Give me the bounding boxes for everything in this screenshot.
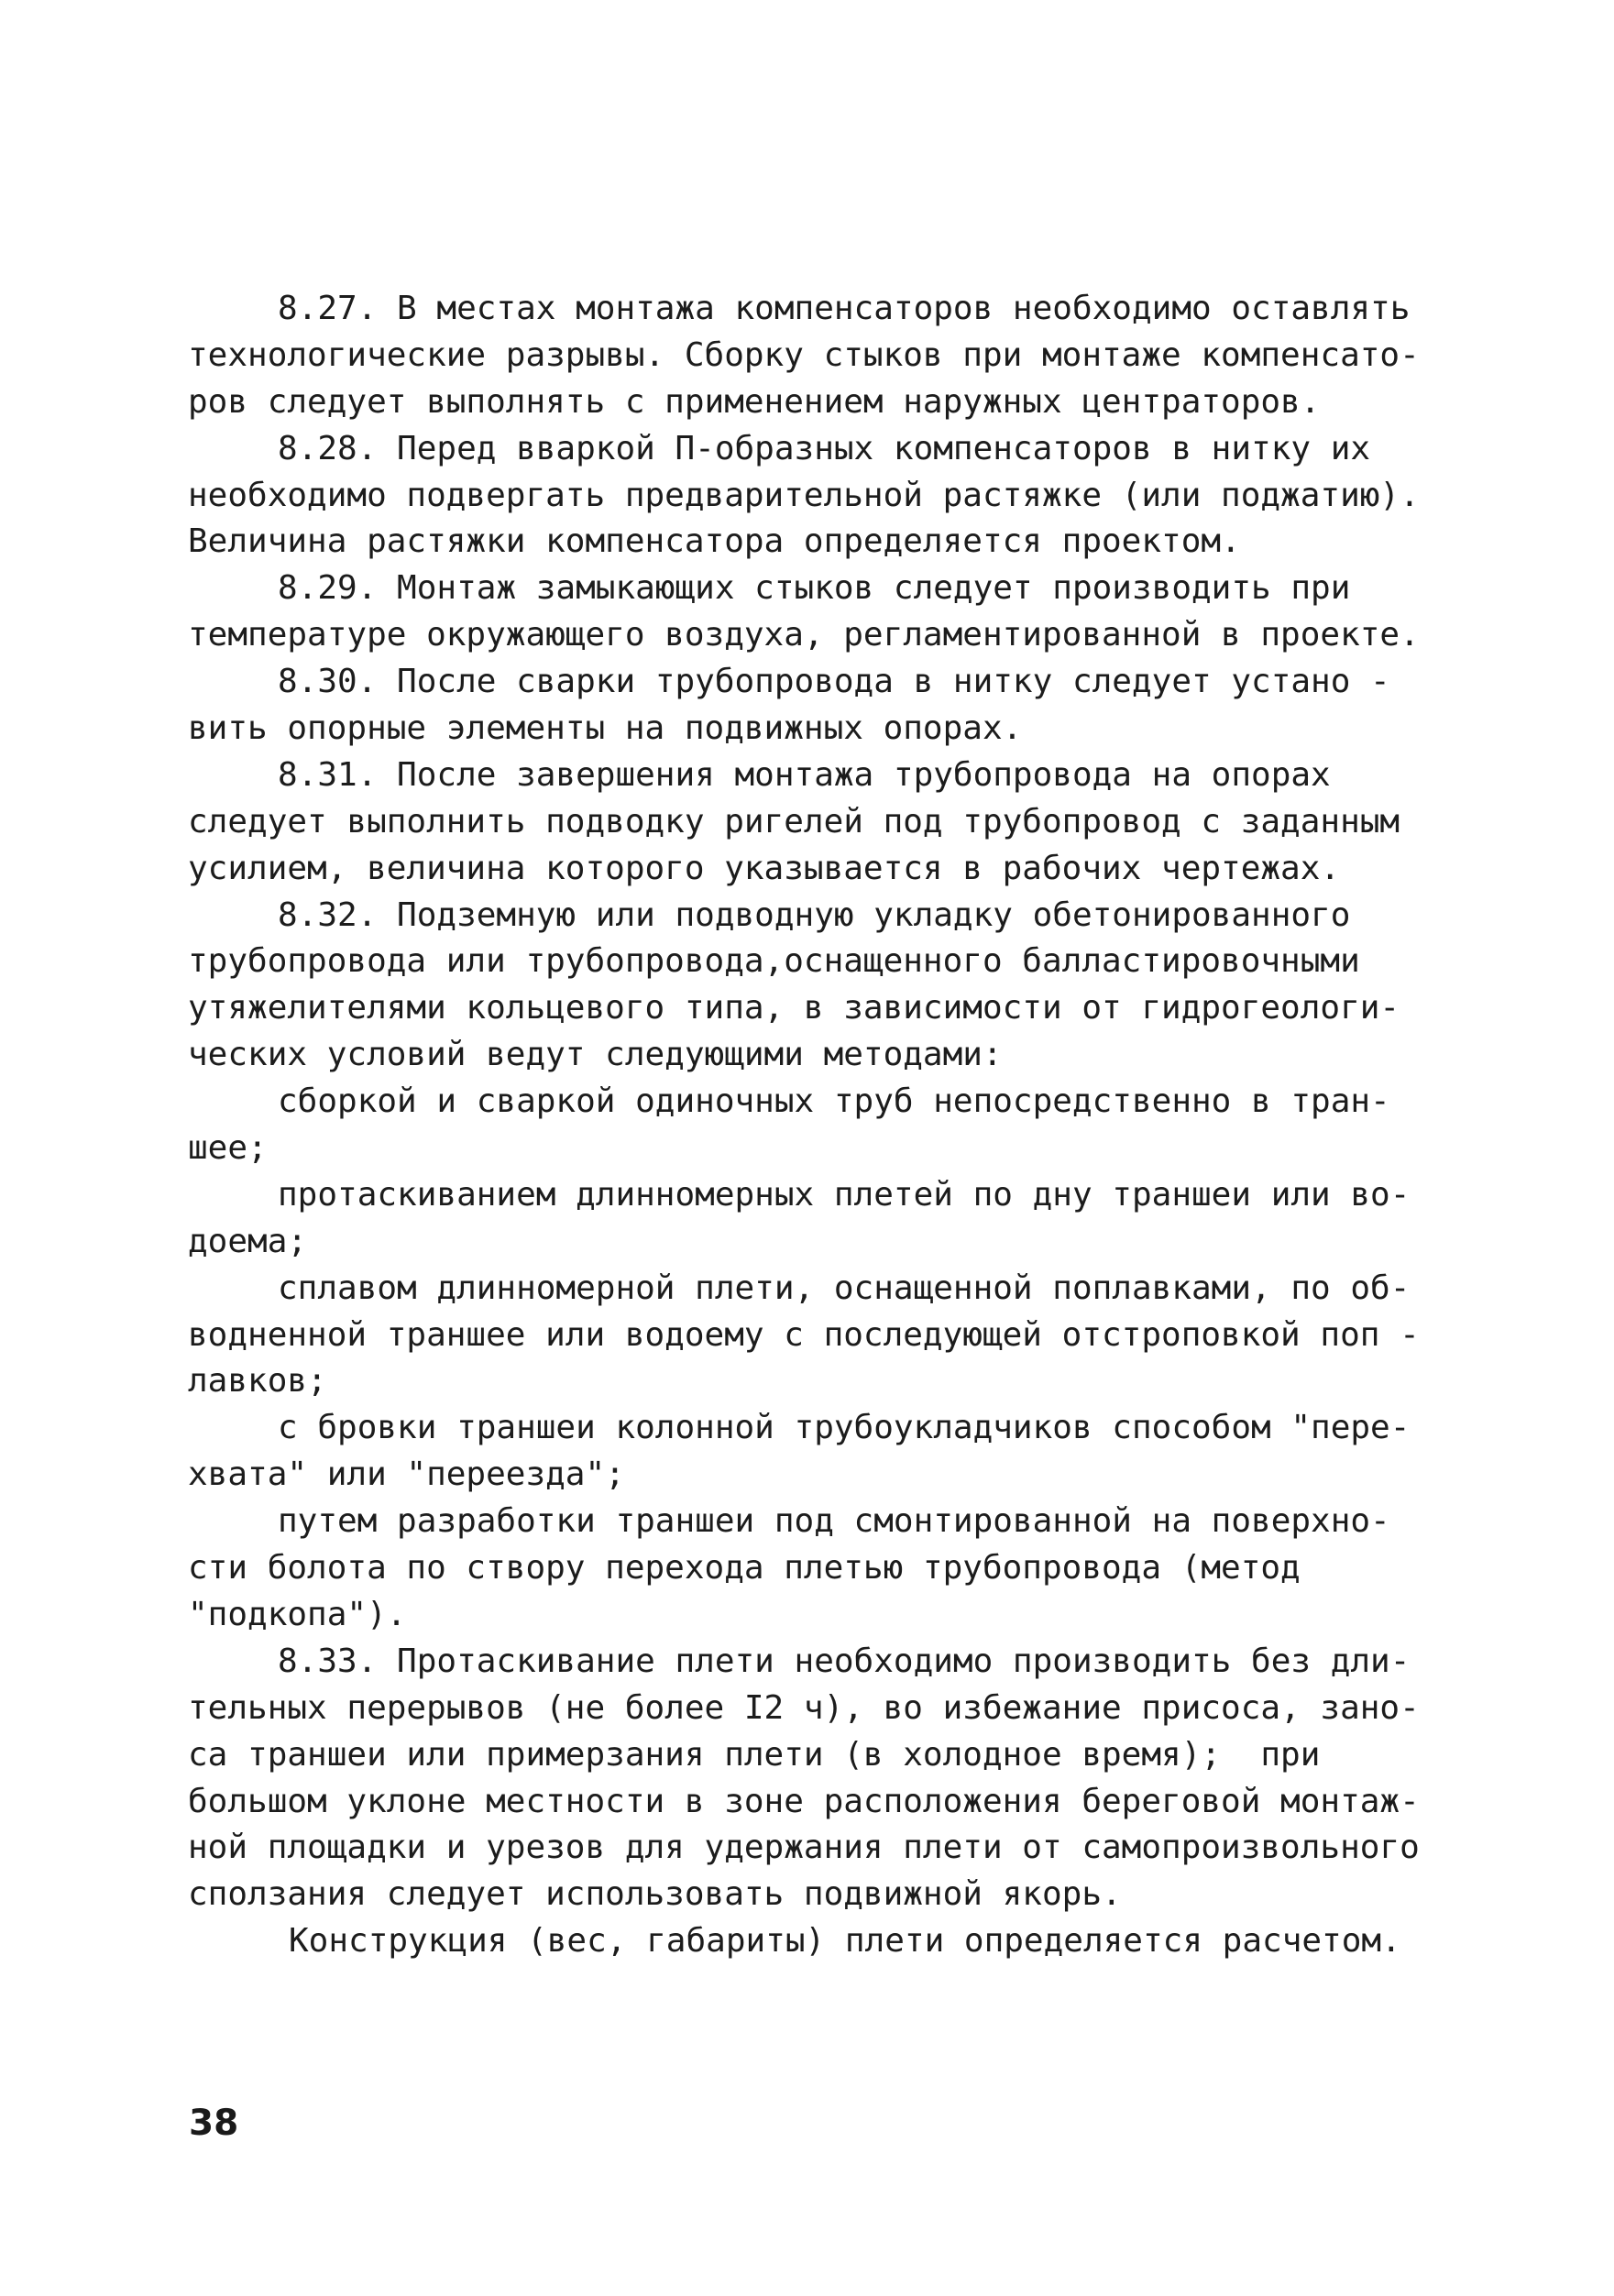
paragraph-8-27-line: 8.27. В местах монтажа компенсаторов необходимо оставлять bbox=[278, 290, 1411, 327]
method-list-line: водненной траншее или водоему с последующей отстроповкой поп - bbox=[188, 1315, 1420, 1354]
paragraph-8-33-line: сползания следует использовать подвижной якорь. bbox=[188, 1875, 1122, 1914]
method-list-line: хвата" или "переезда"; bbox=[188, 1456, 625, 1494]
paragraph-8-33-line: са траншеи или примерзания плети (в холодное время); при bbox=[188, 1735, 1321, 1774]
paragraph-8-32-line: утяжелителями кольцевого типа, в зависимости от гидрогеологи- bbox=[188, 989, 1400, 1027]
method-list-line: протаскиванием длинномерных плетей по дну траншеи или во- bbox=[278, 1175, 1411, 1214]
paragraph-8-31-line: следует выполнить подводку ригелей под трубопровод с заданным bbox=[188, 802, 1400, 840]
method-list-line: "подкопа"). bbox=[188, 1595, 407, 1633]
paragraph-8-32-line: ческих условий ведут следующими методами: bbox=[188, 1036, 1003, 1074]
paragraph-8-28-line: Величина растяжки компенсатора определяется проектом. bbox=[188, 522, 1241, 561]
method-list-line: сплавом длинномерной плети, оснащенной поплавками, по об- bbox=[278, 1269, 1411, 1307]
paragraph-8-31-line: усилием, величина которого указывается в рабочих чертежах. bbox=[188, 849, 1341, 887]
paragraph-8-30-line: 8.30. После сварки трубопровода в нитку следует устано - bbox=[278, 663, 1390, 701]
method-list-line: сти болота по створу перехода плетью трубопровода (метод bbox=[188, 1549, 1301, 1587]
paragraph-8-33-line: тельных перерывов (не более I2 ч), во избежание присоса, зано- bbox=[188, 1688, 1420, 1727]
paragraph-8-33-line: большом уклоне местности в зоне расположения береговой монтаж- bbox=[188, 1782, 1420, 1820]
method-list-line: лавков; bbox=[188, 1362, 327, 1401]
method-list-line: шее; bbox=[188, 1129, 268, 1168]
paragraph-8-27-line: ров следует выполнять с применением наружных центраторов. bbox=[188, 382, 1321, 421]
method-list-line: сборкой и сваркой одиночных труб непосредственно в тран- bbox=[278, 1082, 1390, 1121]
paragraph-construction-line: Конструкция (вес, габариты) плети определяется расчетом. bbox=[289, 1922, 1401, 1961]
paragraph-8-33-line: 8.33. Протаскивание плети необходимо производить без дли- bbox=[278, 1642, 1411, 1680]
method-list-line: доема; bbox=[188, 1222, 308, 1260]
method-list-line: с бровки траншеи колонной трубоукладчиков способом "пере- bbox=[278, 1409, 1411, 1447]
paragraph-8-29-line: температуре окружающего воздуха, регламентированной в проекте. bbox=[188, 616, 1420, 654]
method-list-line: путем разработки траншеи под смонтированной на поверхно- bbox=[278, 1502, 1390, 1541]
paragraph-8-29-line: 8.29. Монтаж замыкающих стыков следует производить при bbox=[278, 569, 1351, 608]
paragraph-8-32-line: трубопровода или трубопровода,оснащенного балластировочными bbox=[188, 942, 1360, 981]
page-number: 38 bbox=[189, 2103, 239, 2144]
paragraph-8-32-line: 8.32. Подземную или подводную укладку обетонированного bbox=[278, 895, 1351, 934]
paragraph-8-30-line: вить опорные элементы на подвижных опорах. bbox=[188, 709, 1023, 748]
paragraph-8-27-line: технологические разрывы. Сборку стыков при монтаже компенсато- bbox=[188, 335, 1420, 374]
document-body bbox=[188, 286, 1420, 1965]
paragraph-8-28-line: 8.28. Перед вваркой П-образных компенсаторов в нитку их bbox=[278, 429, 1371, 467]
paragraph-8-33-line: ной площадки и урезов для удержания плети от самопроизвольного bbox=[188, 1829, 1420, 1867]
paragraph-8-31-line: 8.31. После завершения монтажа трубопровода на опорах bbox=[278, 755, 1331, 794]
paragraph-8-28-line: необходимо подвергать предварительной растяжке (или поджатию). bbox=[188, 476, 1420, 514]
